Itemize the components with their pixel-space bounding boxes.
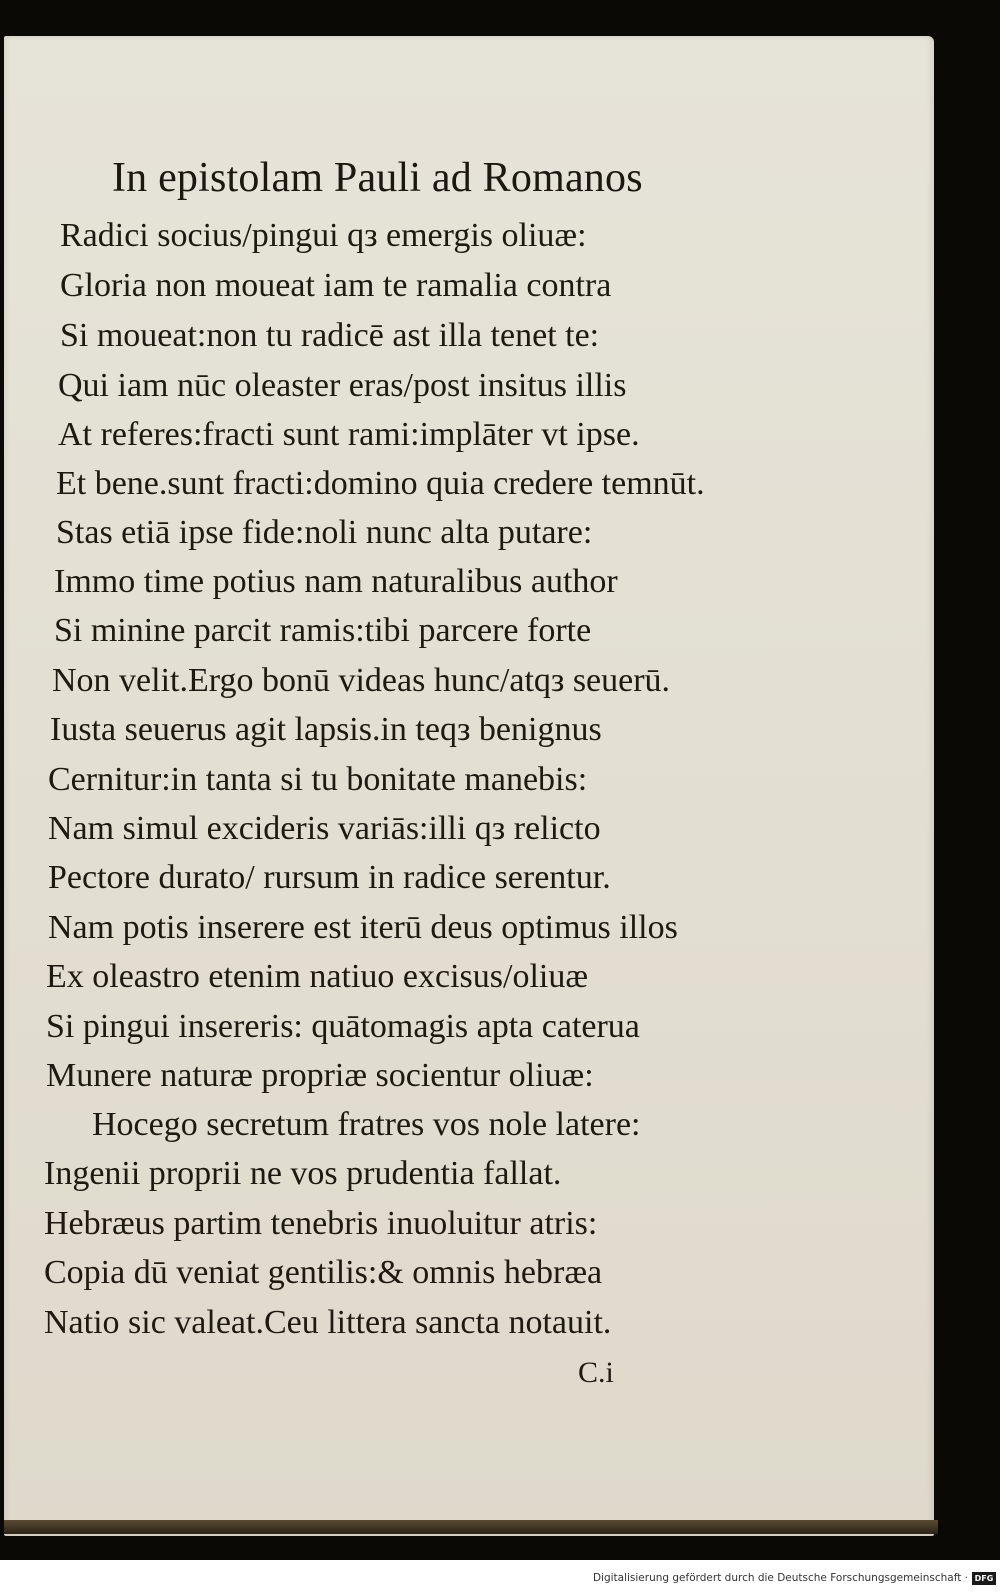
verse-line: Cernitur:in tanta si tu bonitate manebis: — [48, 761, 588, 798]
verse-line: Non velit.Ergo bonū videas hunc/atqз seuerū. — [52, 662, 671, 699]
verse-line: Immo time potius nam naturalibus author — [54, 563, 618, 600]
book-edge — [4, 1520, 938, 1534]
verse-line: Copia dū veniat gentilis:& omnis hebræa — [44, 1254, 603, 1291]
verse-line: Si minine parcit ramis:tibi parcere forte — [54, 612, 592, 649]
verse-line: At referes:fracti sunt rami:implāter vt ipse. — [58, 416, 640, 453]
verse-line: Ingenii proprii ne vos prudentia fallat. — [44, 1155, 562, 1192]
digitization-footer — [0, 1568, 1000, 1592]
verse-line: Stas etiā ipse fide:noli nunc alta putare: — [56, 514, 593, 551]
verse-line: Iusta seuerus agit lapsis.in teqз benignus — [50, 711, 602, 748]
verse-line: Gloria non moueat iam te ramalia contra — [60, 267, 612, 304]
verse-line: Qui iam nūc oleaster eras/post insitus illis — [58, 367, 627, 404]
verse-line: Natio sic valeat.Ceu littera sancta notauit. — [44, 1304, 612, 1341]
verse-line: Si pingui insereris: quātomagis apta caterua — [46, 1008, 640, 1045]
dfg-logo-icon: DFG — [972, 1572, 996, 1585]
funding-credit: Digitalisierung gefördert durch die Deutsche Forschungsgemeinschaft · — [592, 1572, 968, 1584]
verse-line: Nam potis inserere est iterū deus optimus illos — [48, 909, 678, 946]
verse-line: Et bene.sunt fracti:domino quia credere temnūt. — [56, 465, 705, 502]
verse-line: Pectore durato/ rursum in radice serentur. — [48, 859, 611, 896]
verse-line: Radici socius/pingui qз emergis oliuæ: — [60, 217, 587, 254]
verse-line-indented: Hocego secretum fratres vos nole latere: — [92, 1106, 641, 1143]
verse-line: Si moueat:non tu radicē ast illa tenet te: — [60, 317, 600, 354]
verse-line: Ex oleastro etenim natiuo excisus/oliuæ — [46, 958, 589, 995]
verse-line: Munere naturæ propriæ socientur oliuæ: — [46, 1057, 594, 1094]
paper-page — [4, 36, 934, 1536]
verse-line: Nam simul excideris variās:illi qз relicto — [48, 810, 601, 847]
signature-mark: C.i — [578, 1356, 614, 1389]
running-heading: In epistolam Pauli ad Romanos — [112, 155, 643, 201]
verse-block — [4, 36, 934, 1536]
verse-line: Hebræus partim tenebris inuoluitur atris: — [44, 1205, 598, 1242]
